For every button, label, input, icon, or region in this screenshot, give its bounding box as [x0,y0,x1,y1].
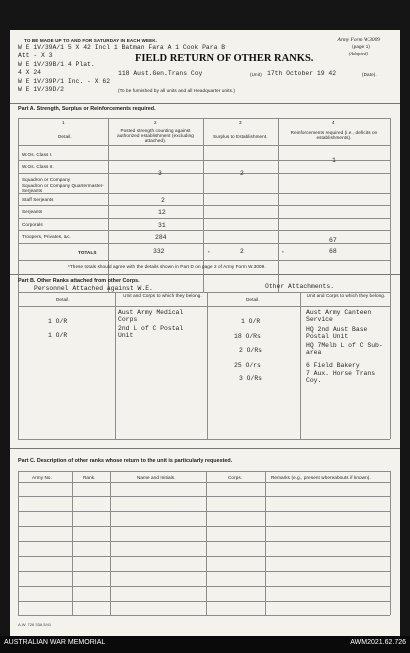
b-right-detail-4: 25 O/rs [234,362,261,369]
col-header-surplus: Surplus to Establishment. [213,134,268,139]
row-posted-sgt: 12 [158,209,166,216]
col-number-1: 1 [62,120,65,125]
print-code: A.W. 726 33A 5/41 [18,622,52,627]
form-title: FIELD RETURN OF OTHER RANKS. [135,53,314,64]
part-b-left-title: Personnel Attached against W.E. [34,285,153,292]
b-right-detail-5: 3 O/Rs [239,375,263,382]
total-posted: 332 [153,248,165,255]
part-b-heading: Part B. Other Ranks attached from other Corps. [18,278,140,284]
b-right-detail-3: 2 O/Rs [239,347,263,354]
c-header-rank: Rank. [83,475,96,480]
row-posted-cpl: 31 [158,222,166,229]
handwritten-note-5: W E 1V/39P/1 Inc. - X 62 [18,78,111,85]
handwritten-note-3: W E 1V/39B/1 4 Plat. [18,61,95,68]
b-left-detail-1: 1 O/R [48,318,68,325]
row-detail-cqms: Squadron or Company Quartermaster-Serjeants [22,183,105,193]
footer-accession: AWM2021.62.726 [350,639,406,646]
b-right-unit-3: HQ 7Melb L of C Sub-area [306,342,383,356]
col-header-reinf: Reinforcements required (i.e., deficits on establishments). [290,130,378,140]
row-reinf-pte: 67 [329,237,337,244]
c-header-corps: Corps. [228,475,243,480]
col-number-4: 4 [332,120,335,125]
b-subheader-2: Unit and Corps to which they belong. [123,293,202,298]
col-number-3: 3 [239,120,242,125]
b-right-unit-5: 7 Aux. Horse Trans Coy. [306,370,376,384]
b-subheader-3: Detail. [246,297,260,302]
footer-bar [0,636,410,653]
c-header-army-no: Army No. [32,475,52,480]
row-detail-wo1: W.Os. Class I. [22,152,53,157]
b-right-unit-4: 6 Field Bakery [306,362,360,369]
made-up-note: TO BE MADE UP TO AND FOR SATURDAY IN EACH WEEK. [24,38,158,43]
form-number: Army Form W.3009 [337,37,380,43]
col-number-2: 2 [154,120,157,125]
unit-caption: (Unit) [250,72,262,77]
b-right-unit-1: Aust Army Canteen Service [306,309,372,323]
page-number: (page 1) [352,44,370,49]
part-a-heading: Part A. Strength, Surplus or Reinforcements required. [18,106,156,112]
row-reinf-wo2: 1 [332,157,336,164]
b-subheader-4: Unit and Corps to which they belong. [306,293,386,298]
row-detail-cqms-1: Squadron or Company [22,177,71,182]
col-header-detail: Detail. [58,134,72,139]
b-left-detail-2: 1 O/R [48,332,68,339]
part-c-heading: Part C. Description of other ranks whose return to the unit is particularly requested. [18,458,233,464]
adapted-note: (Adapted) [348,51,368,56]
row-detail-cpl: Corporals [22,222,43,227]
total-surplus: 2 [240,248,244,255]
row-detail-ssgt: Staff Serjeants [22,197,54,202]
handwritten-note-2: Att - X 3 [18,52,53,59]
b-left-unit-1: Aust Army Medical Corps [118,309,184,323]
b-subheader-1: Detail. [56,297,70,302]
part-b-right-title: Other Attachments. [265,283,335,290]
unit-value: 118 Aust.Gen.Trans Coy [118,70,203,77]
b-right-detail-1: 1 O/R [241,318,261,325]
handwritten-note-4: 4 X 24 [18,69,42,76]
footer-institution: AUSTRALIAN WAR MEMORIAL [4,639,106,646]
totals-label: TOTALS [78,250,97,255]
c-header-name: Name and Initials. [137,475,176,480]
row-surplus-cqms: 2 [240,170,244,177]
handwritten-note-6: W E 1V/39D/2 [18,86,65,93]
row-posted-ssgt: 2 [161,197,165,204]
total-reinf: 68 [329,248,337,255]
totals-footnote: *These totals should agree with the details shown in Part D on page 2 of Army Form W.3009. [68,264,266,269]
row-detail-sgt: Serjeants [22,209,43,214]
row-posted-pte: 284 [155,234,167,241]
date-value: 17th October 19 42 [267,70,337,77]
furnish-note: (To be furnished by all units and all Headquarter units.) [118,88,236,93]
handwritten-note-1: W E 1V/39A/1 5 X 42 Incl 1 Batman Fara A 1 Cook Para B [18,44,226,51]
date-caption: (Date). [362,72,377,77]
b-right-detail-2: 18 O/Rs [234,333,261,340]
row-detail-pte: Troopers, Privates, &c. [22,234,71,239]
b-right-unit-2: HQ 2nd Aust Base Postal Unit [306,326,368,340]
row-posted-cqms: 3 [158,170,162,177]
form-sheet: TO BE MADE UP TO AND FOR SATURDAY IN EACH WEEK. Army Form W.3009 (page 1) (Adapted) W E 1V/39A/1 5 X 42 Incl 1 Batman Fara A 1 Cook Para B Att - X 3 FIELD RETURN OF OTHER RANKS. W E 1V/39B/1 4 Plat. 4 X 24 118 Aust.Gen.Trans Coy (Unit) 17th October 19 42 (Date). W E 1V/39P/1 Inc. - X 62 W E 1V/39D/2 (To be furnished by all units and all Headquarter units.) Part A. Strength, Surplus or Reinforcements required. 1 2 3 4 Detail. Posted strength counting against authorized establishment (excluding attached). Surplus to Establishment. Reinforcements required (i.e., deficits on establishments). W.Os. Class I. W.Os. Class II. 1 Squadron or Company Squadron or Company Quartermaster-Serjeants 3 2 Staff Serjeants 2 Serjeants 12 Corporals 31 Troopers, Privates, &c. 284 67 TOTALS 332 * 2 * 68 *These totals should agree with the details shown in Part D on page 2 of Army Form W.3009. Part B. Other Ranks attached from other Corps. Personnel Attached against W.E. Other Attachments. Detail. Unit and Corps to which they belong. Detail. Unit and Corps to which they belong. 1 O/R Aust Army Medical Corps 1 O/R 2nd L of C Postal Unit 1 O/R Aust Army Canteen Service 18 O/Rs HQ 2nd Aust Base Postal Unit 2 O/Rs HQ 7Melb L of C Sub-area 25 O/rs 6 Field Bakery 3 O/Rs 7 Aux. Horse Trans Coy. Part C. Description of other ranks whose return to the unit is particularly requested. Army No. Rank. Name and Initials. Corps. Remarks (e.g., present whereabouts if known). A.W. 726 33A 5/41 [10,30,400,636]
c-header-remarks: Remarks (e.g., present whereabouts if known). [271,475,371,480]
row-detail-wo2: W.Os. Class II. [22,164,54,169]
b-left-unit-2: 2nd L of C Postal Unit [118,325,184,339]
col-header-posted: Posted strength counting against authorized establishment (excluding attached). [117,128,194,143]
